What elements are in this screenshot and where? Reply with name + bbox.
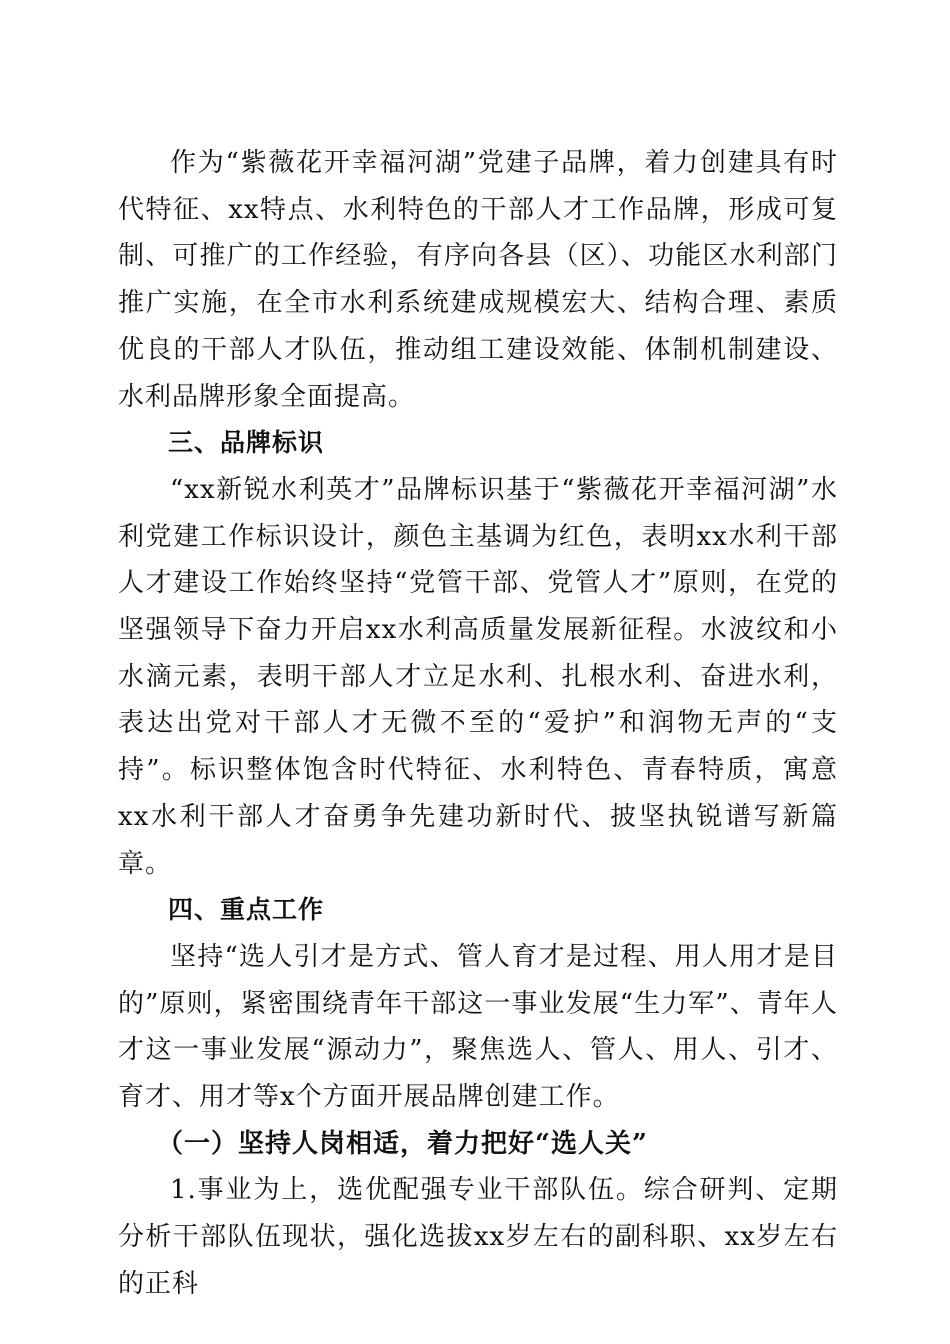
item-1-paragraph: 1.事业为上，选优配强专业干部队伍。综合研判、定期分析干部队伍现状，强化选拔xx岁左右的副科职、xx岁左右的正科: [118, 1175, 838, 1299]
section-4-heading: 四、重点工作: [168, 895, 325, 925]
section-3-heading: 三、品牌标识: [168, 428, 325, 458]
section-4-paragraph: 坚持“选人引才是方式、管人育才是过程、用人用才是目的”原则，紧密围绕青年干部这一事业发展“生力军”、青年人才这一事业发展“源动力”，聚焦选人、管人、用人、引才、育才、用才等x个方面开展品牌创建工作。: [118, 941, 838, 1113]
subsection-1-heading: （一）坚持人岗相适，着力把好“选人关”: [157, 1128, 648, 1159]
document-page: [118, 140, 838, 1308]
intro-paragraph: 作为“紫薇花开幸福河湖”党建子品牌，着力创建具有时代特征、xx特点、水利特色的干部人才工作品牌，形成可复制、可推广的工作经验，有序向各县（区）、功能区水利部门推广实施，在全市水利系统建成规模宏大、结构合理、素质优良的干部人才队伍，推动组工建设效能、体制机制建设、水利品牌形象全面提高。: [118, 148, 838, 412]
section-3-paragraph: “xx新锐水利英才”品牌标识基于“紫薇花开幸福河湖”水利党建工作标识设计，颜色主基调为红色，表明xx水利干部人才建设工作始终坚持“党管干部、党管人才”原则，在党的坚强领导下奋力开启xx水利高质量发展新征程。水波纹和小水滴元素，表明干部人才立足水利、扎根水利、奋进水利，表达出党对干部人才无微不至的“爱护”和润物无声的“支持”。标识整体饱含时代特征、水利特色、青春特质，寓意xx水利干部人才奋勇争先建功新时代、披坚执锐谱写新篇章。: [118, 474, 838, 879]
